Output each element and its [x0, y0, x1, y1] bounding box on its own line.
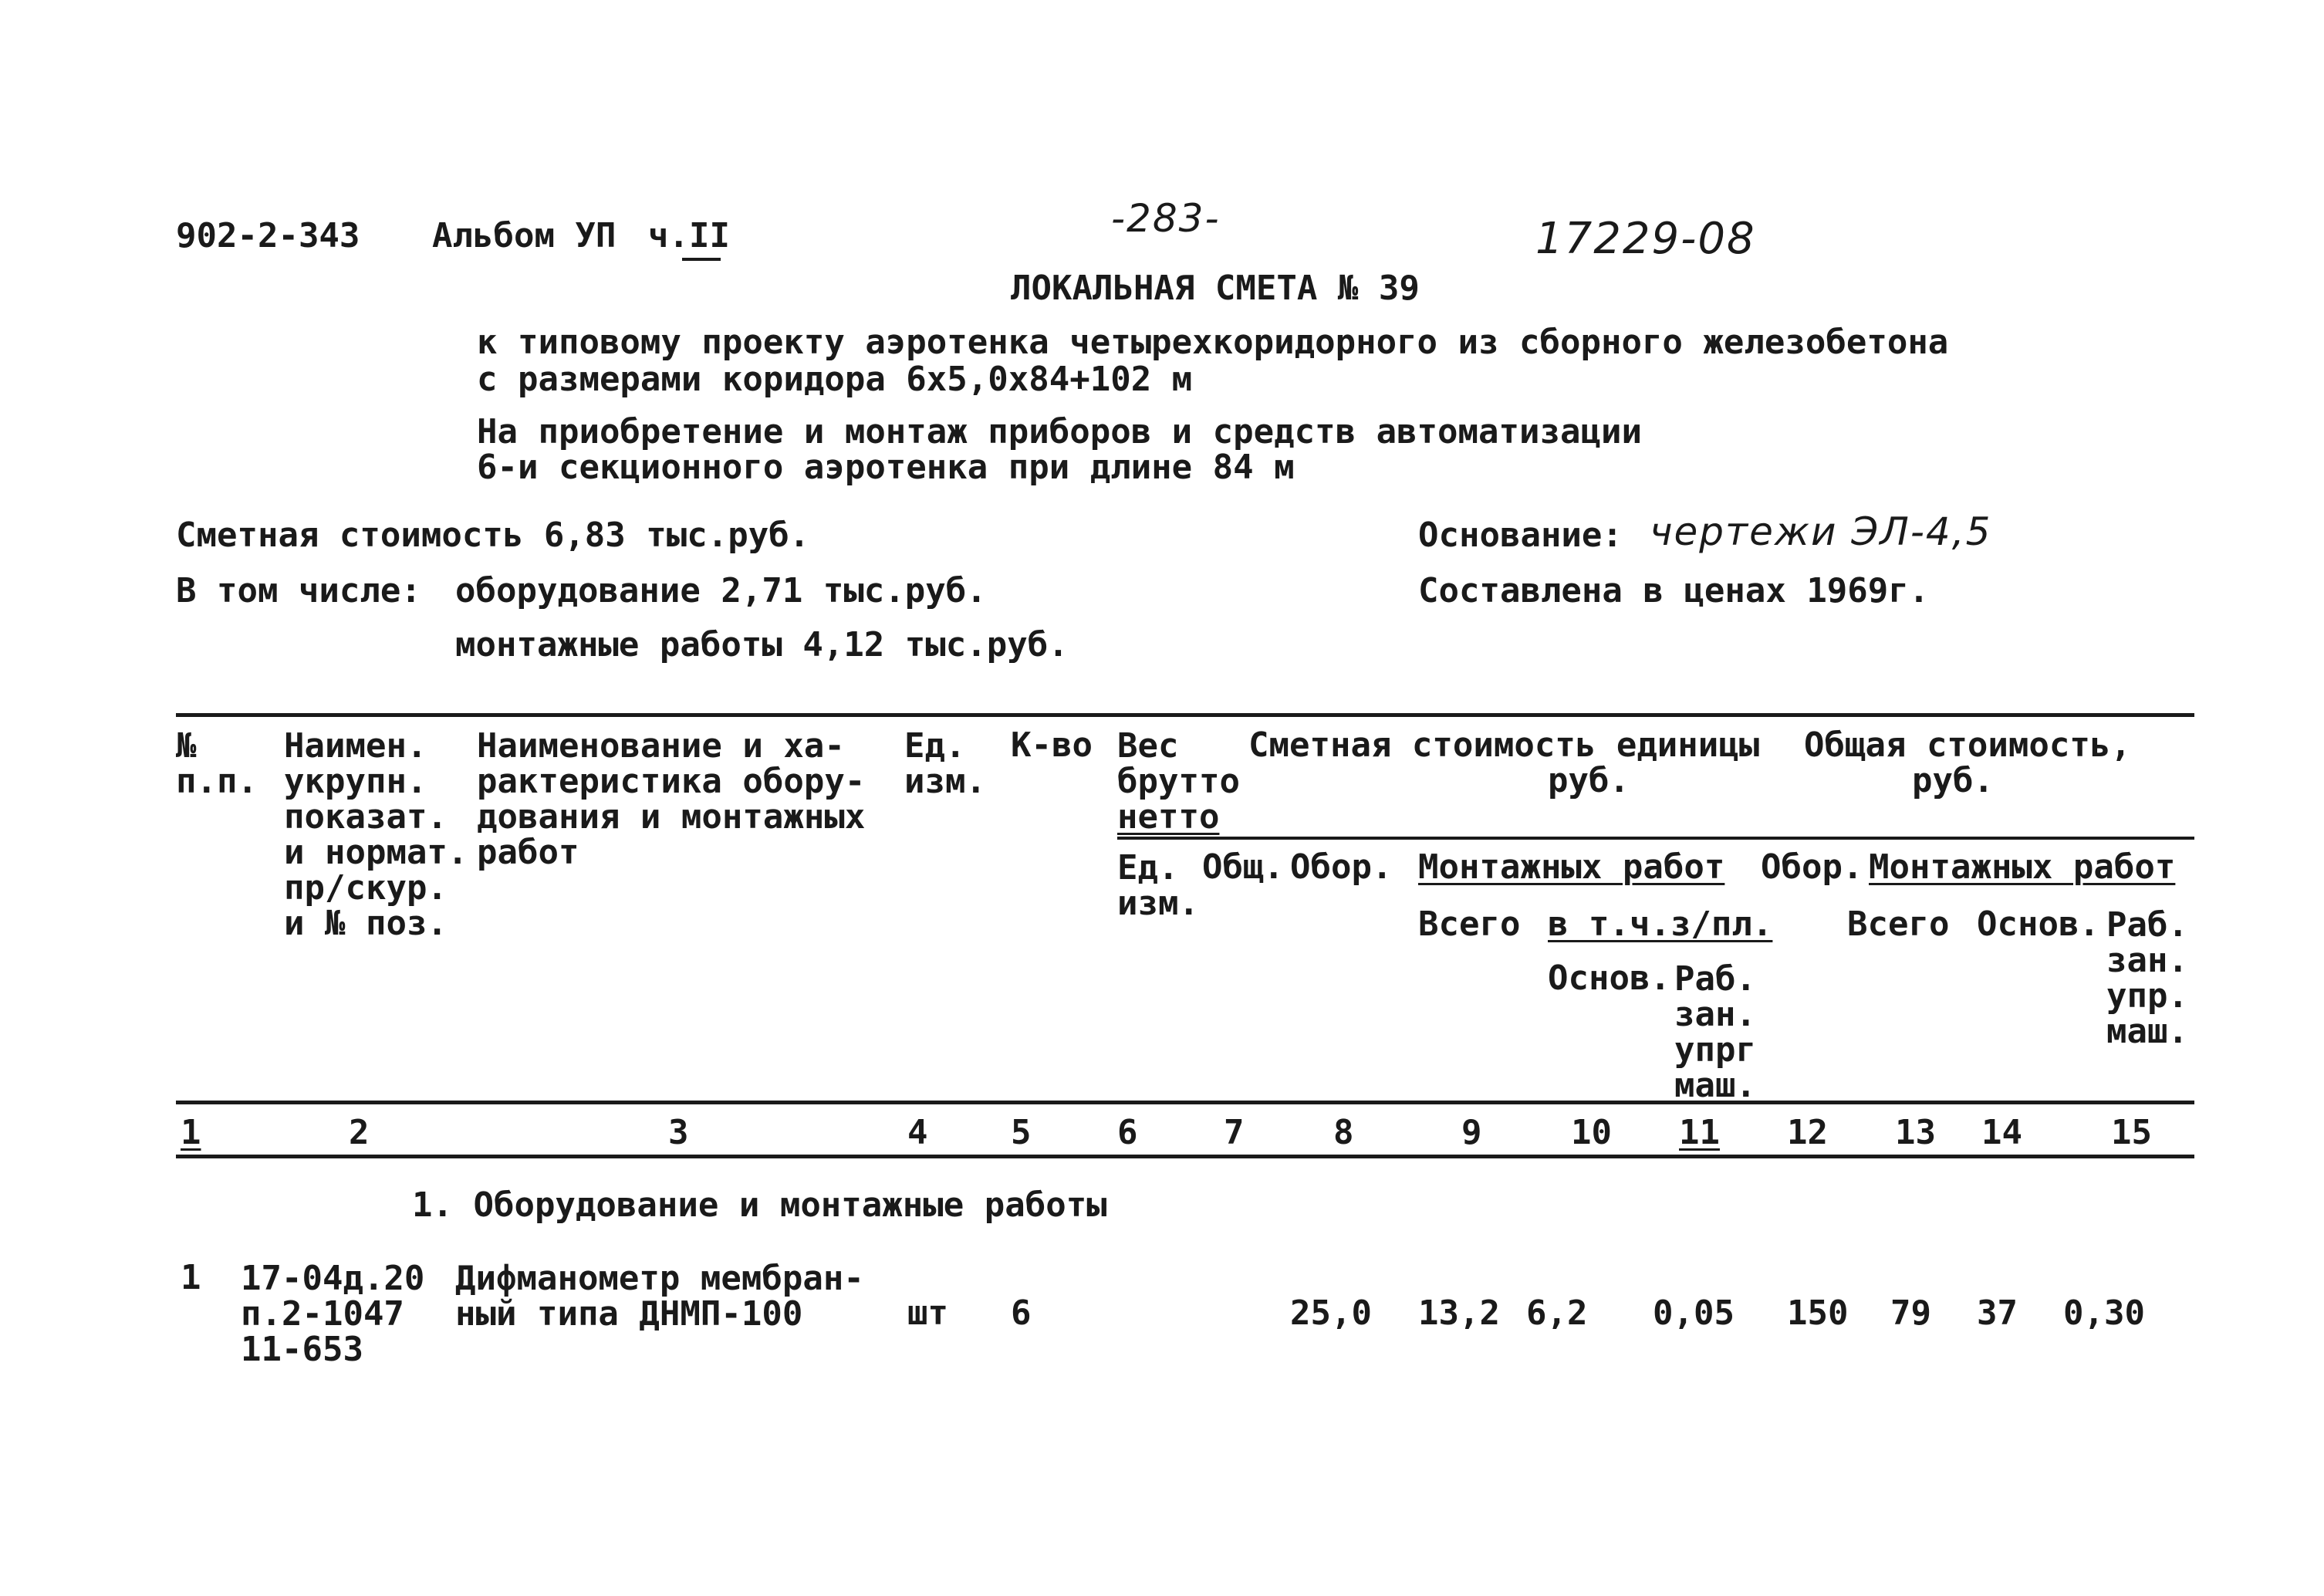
col-header-14: Основ.	[1977, 905, 2099, 944]
incl-wages-label: в т.ч.з/пл.	[1548, 905, 1773, 944]
row-col-11: 0,05	[1653, 1293, 1735, 1333]
album-label: Альбом УП	[432, 216, 616, 255]
col-header-13: Всего	[1847, 905, 1950, 944]
price-basis: Составлена в ценах 1969г.	[1418, 571, 1930, 610]
project-line-1: к типовому проекту аэротенка четырехкоридорного из сборного железобетона	[477, 323, 1949, 362]
col-number-5: 5	[1011, 1113, 1032, 1152]
row-name: Дифманометр мембран- ный типа ДНМП-100	[455, 1259, 864, 1334]
row-col-10: 6,2	[1526, 1293, 1588, 1333]
unit-cost-unit: руб.	[1548, 761, 1630, 800]
purpose-line-2: 6-и секционного аэротенка при длине 84 м	[477, 448, 1295, 487]
total-cost: Сметная стоимость 6,83 тыс.руб.	[176, 516, 810, 555]
unit-cost-title: Сметная стоимость единицы	[1248, 725, 1760, 765]
row-col-12: 150	[1787, 1293, 1849, 1333]
col-number-7: 7	[1224, 1113, 1245, 1152]
col-header-unit: Ед. изм.	[904, 726, 986, 801]
col-header-10: Основ.	[1548, 959, 1670, 998]
total-cost-unit: руб.	[1912, 761, 1994, 800]
row-col-9: 13,2	[1418, 1293, 1500, 1333]
doc-code: 902-2-343	[176, 216, 360, 255]
row-qty: 6	[1011, 1293, 1032, 1333]
inventory-number: 17229-08	[1535, 214, 1756, 264]
total-montage-label: Монтажных работ	[1869, 847, 2176, 887]
row-unit: шт	[907, 1293, 948, 1333]
col-header-11: Раб. зан. упрг маш.	[1674, 959, 1756, 1105]
col-header-qty: К-во	[1011, 725, 1093, 765]
header-inner-rule	[1117, 837, 2194, 840]
col-number-6: 6	[1117, 1113, 1138, 1152]
weight-net-label: нетто	[1117, 797, 1220, 837]
row-col-15: 0,30	[2063, 1293, 2145, 1333]
col-number-15: 15	[2111, 1113, 2152, 1152]
col-header-15: Раб. зан. упр. маш.	[2106, 905, 2188, 1051]
row-col-13: 79	[1890, 1293, 1931, 1333]
purpose-line-1: На приобретение и монтаж приборов и средств автоматизации	[477, 412, 1642, 451]
row-col-8: 25,0	[1290, 1293, 1372, 1333]
col-number-4: 4	[907, 1113, 928, 1152]
col-number-8: 8	[1333, 1113, 1354, 1152]
basis-label: Основание:	[1418, 516, 1623, 555]
estimate-title: ЛОКАЛЬНАЯ СМЕТА № 39	[1011, 269, 1420, 308]
section-title: 1. Оборудование и монтажные работы	[412, 1185, 1107, 1225]
col-header-8: Обор.	[1290, 847, 1393, 887]
installation-cost: монтажные работы 4,12 тыс.руб.	[455, 625, 1069, 664]
col-number-9: 9	[1461, 1113, 1482, 1152]
col-header-6: Ед. изм.	[1117, 848, 1199, 923]
part-underline	[682, 258, 721, 261]
row-col-14: 37	[1977, 1293, 2018, 1333]
header-bottom-rule	[176, 1101, 2194, 1104]
project-line-2: с размерами коридора 6х5,0х84+102 м	[477, 360, 1193, 399]
unit-montage-label: Монтажных работ	[1418, 847, 1725, 887]
basis-value: чертежи ЭЛ-4,5	[1650, 509, 1992, 554]
table-top-rule	[176, 713, 2194, 717]
col-number-12: 12	[1787, 1113, 1828, 1152]
col-number-11: 11	[1679, 1113, 1720, 1152]
col-header-name: Наименование и ха- рактеристика обору- дования и монтажных работ	[477, 726, 866, 872]
equipment-cost: оборудование 2,71 тыс.руб.	[455, 571, 987, 610]
row-number: 1	[181, 1258, 201, 1297]
col-number-3: 3	[668, 1113, 689, 1152]
including-label: В том числе:	[176, 571, 421, 610]
col-number-1: 1	[181, 1113, 201, 1152]
total-equipment-label: Обор.	[1761, 847, 1863, 887]
col-header-9: Всего	[1418, 905, 1521, 944]
total-cost-title: Общая стоимость,	[1804, 725, 2131, 765]
col-header-number: № п.п.	[176, 726, 258, 801]
col-header-norm: Наимен. укрупн. показат. и нормат. пр/скур. и № поз.	[284, 726, 468, 943]
col-header-7: Общ.	[1202, 847, 1284, 887]
numbers-bottom-rule	[176, 1155, 2194, 1158]
col-number-2: 2	[349, 1113, 370, 1152]
col-number-14: 14	[1981, 1113, 2022, 1152]
col-header-weight: Вес брутто нетто	[1117, 726, 1240, 837]
col-number-10: 10	[1571, 1113, 1612, 1152]
album-part: ч.II	[648, 216, 730, 255]
page-number: -283-	[1111, 196, 1221, 241]
row-norm: 17-04д.20 п.2-1047 11-653	[241, 1259, 425, 1369]
col-number-13: 13	[1895, 1113, 1936, 1152]
